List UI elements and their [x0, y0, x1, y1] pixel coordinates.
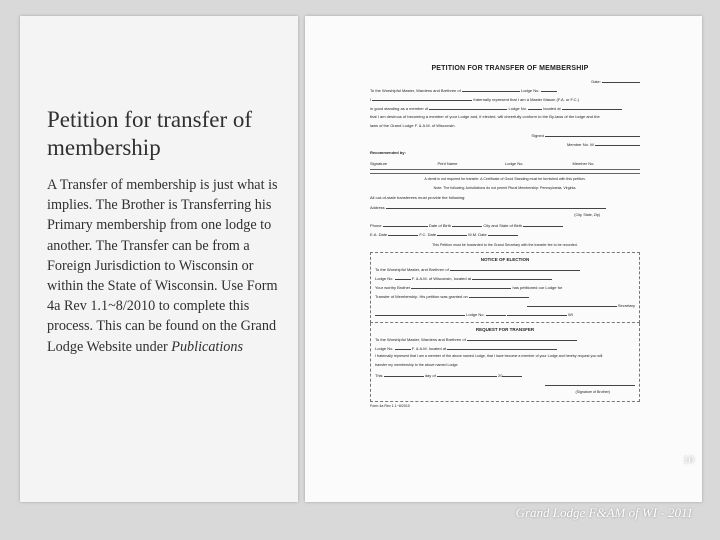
request-date-line: This day of 20: [375, 372, 635, 381]
notice-of-election-box: [370, 252, 640, 323]
request-line-1: To the Worshipful Master, Wardens and Brethren of: [375, 336, 635, 345]
form-city-state-zip: (City, State, Zip): [574, 213, 600, 217]
form-line-5: laws of the Grand Lodge F. & A.M. of Wisconsin.: [370, 123, 456, 128]
footer-text: Grand Lodge F&AM of WI - 2011: [515, 505, 693, 520]
slide-body-main: A Transfer of membership is just what is implies. The Brother is Transferring his Primary membership from one lodge to another. The Transfer can be from a Foreign Jurisdiction to Wisconsin or within the State of Wisconsin. Use Form 4a Rev 1.1~8/2010 to complete this process. This can be found on the Grand Lodge Website under: [47, 177, 278, 355]
notice-line-1: To the Worshipful Master, and Brethren of: [375, 266, 635, 275]
form-member-line: Member No. W: [370, 141, 640, 150]
slide-body-italic: Publications: [171, 338, 244, 355]
form-note-1: A demit is not required for transfer. A Certificate of Good Standing must be furnished with this petition.: [424, 177, 586, 181]
form-line-2: I fraternally represent that I am a Master Mason (F.A. or F.C.): [370, 97, 579, 102]
page-number: 10: [683, 454, 694, 466]
form-line-4: that I am desirous of becoming a member of your Lodge and, if elected, will cheerfully conform to the By-laws of the lodge and the: [370, 114, 600, 119]
request-signature: [375, 381, 635, 390]
form-degree-dates: E.A. Date F.C. Date M.M. Date: [370, 231, 640, 240]
notice-line-2: Lodge No. F. & A.M. of Wisconsin, located at: [375, 275, 635, 284]
request-head: REQUEST FOR TRANSFER: [475, 327, 535, 332]
form-note-2: Note: The following Jurisdictions do not permit Plural Membership: Pennsylvania, Virginia.: [433, 186, 577, 190]
form-number: Form 4a Rev 1.1~8/2010: [370, 404, 410, 408]
notice-head: NOTICE OF ELECTION: [480, 257, 530, 262]
form-outofstate: All out-of-state transferees must provide the following:: [370, 195, 466, 200]
request-line-2: Lodge No. F. & A.M. located at: [375, 345, 635, 354]
form-title: PETITION FOR TRANSFER OF MEMBERSHIP: [431, 65, 589, 72]
form-rec-columns: Signature Print Name Lodge No. Member No.: [370, 161, 595, 166]
form-date-line: Date:: [370, 78, 640, 87]
form-line-1: To the Worshipful Master, Wardens and Brethren of Lodge No.: [370, 87, 640, 96]
form-recommended: Recommended by:: [370, 150, 406, 155]
form-address-line: Address: [370, 204, 640, 213]
form-phone-line: Phone Date of Birth City and State of Birth: [370, 222, 640, 231]
petition-form-image: [370, 65, 640, 413]
request-line-4: transfer my membership to the above named Lodge.: [375, 363, 459, 367]
form-line-3: in good standing as a member of Lodge No. located at: [370, 105, 640, 114]
request-line-3: I fraternally represent that I am a member of the above named Lodge, that I have become a member of your Lodge and hereby request you will: [375, 354, 603, 358]
slide-title: Petition for transfer of membership: [47, 107, 253, 160]
form-forward-note: This Petition must be forwarded to the Grand Secretary with the transfer fee to be recorded.: [432, 243, 578, 247]
notice-line-4: Transfer of Membership. His petition was granted on: [375, 293, 635, 302]
notice-secretary: Secretary: [375, 302, 635, 311]
notice-line-3: Your worthy Brother has petitioned our Lodge for: [375, 285, 563, 290]
request-signature-label: (Signature of Brother): [575, 390, 610, 394]
request-transfer-box: [370, 323, 640, 402]
slide-body-text: [47, 175, 285, 357]
notice-lodge-line: Lodge No. WI: [375, 311, 635, 320]
form-signed-line: Signed: [370, 132, 640, 141]
